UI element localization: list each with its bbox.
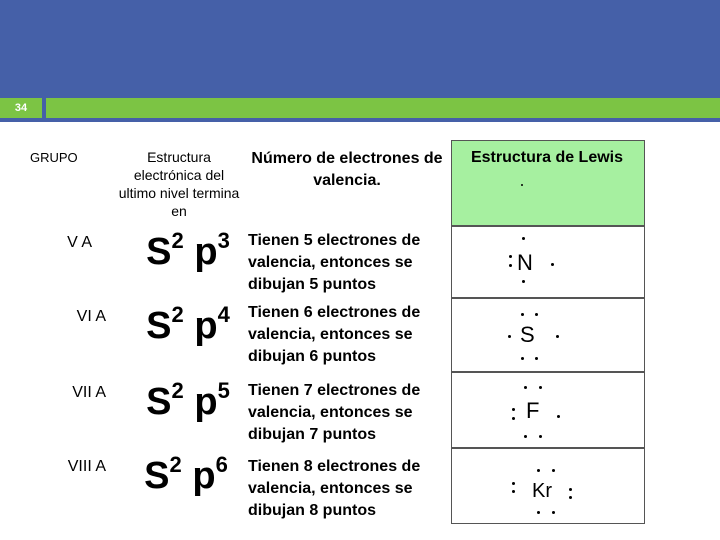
config-p: p bbox=[192, 455, 216, 497]
row-description: Tienen 8 electrones de valencia, entonces se dibujan 8 puntos bbox=[248, 458, 421, 519]
lewis-header-dot bbox=[521, 184, 523, 186]
electron-dot bbox=[535, 313, 538, 316]
electron-dot bbox=[512, 408, 515, 411]
config-s-exponent: 2 bbox=[171, 228, 184, 253]
config-s-exponent: 2 bbox=[171, 378, 184, 403]
row-description: Tienen 5 electrones de valencia, entonces se dibujan 5 puntos bbox=[248, 232, 421, 293]
row-group: VII A bbox=[72, 384, 106, 401]
electron-dot bbox=[539, 386, 542, 389]
electron-dot bbox=[521, 313, 524, 316]
row-description: Tienen 7 electrones de valencia, entonces se dibujan 7 puntos bbox=[248, 382, 421, 443]
title-accent-bar bbox=[46, 98, 720, 118]
lewis-symbol: F bbox=[526, 398, 540, 423]
row-group: VI A bbox=[76, 308, 106, 325]
config-s: S bbox=[146, 231, 172, 273]
lewis-symbol: Kr bbox=[532, 480, 552, 502]
electron-dot bbox=[521, 357, 524, 360]
electron-dot bbox=[512, 490, 515, 493]
row-config bbox=[128, 228, 248, 274]
row-config bbox=[128, 378, 248, 424]
row-group: VIII A bbox=[67, 458, 106, 475]
config-p: p bbox=[194, 381, 218, 423]
electron-dot bbox=[569, 488, 572, 491]
electron-dot bbox=[552, 469, 555, 472]
config-s: S bbox=[146, 381, 172, 423]
lewis-cell bbox=[451, 298, 645, 372]
electron-dot bbox=[522, 237, 525, 240]
config-s-exponent: 2 bbox=[169, 452, 182, 477]
slide-number: 34 bbox=[0, 98, 42, 118]
config-p-exponent: 4 bbox=[217, 302, 230, 327]
lewis-symbol: N bbox=[517, 250, 533, 275]
config-p-exponent: 5 bbox=[217, 378, 230, 403]
config-s: S bbox=[144, 455, 170, 497]
electron-dot bbox=[537, 511, 540, 514]
config-p: p bbox=[194, 231, 218, 273]
config-p: p bbox=[194, 305, 218, 347]
row-description: Tienen 6 electrones de valencia, entonces se dibujan 6 puntos bbox=[248, 304, 421, 365]
electron-dot bbox=[522, 280, 525, 283]
config-p-exponent: 6 bbox=[215, 452, 228, 477]
header-group: GRUPO bbox=[30, 150, 78, 165]
row-config bbox=[128, 302, 248, 348]
slide-content bbox=[0, 122, 720, 540]
electron-dot bbox=[508, 335, 511, 338]
row-config bbox=[124, 452, 248, 498]
electron-dot bbox=[535, 357, 538, 360]
lewis-cell bbox=[451, 372, 645, 448]
electron-dot bbox=[524, 435, 527, 438]
electron-dot bbox=[539, 435, 542, 438]
electron-dot bbox=[512, 417, 515, 420]
header-structure: Estructura electrónica del ultimo nivel termina en bbox=[118, 149, 240, 219]
config-s-exponent: 2 bbox=[171, 302, 184, 327]
electron-dot bbox=[537, 469, 540, 472]
electron-dot bbox=[552, 511, 555, 514]
electron-dot bbox=[557, 415, 560, 418]
config-p-exponent: 3 bbox=[217, 228, 230, 253]
electron-dot bbox=[512, 482, 515, 485]
header-valence: Número de electrones de valencia. bbox=[251, 150, 443, 189]
electron-dot bbox=[509, 255, 512, 258]
electron-dot bbox=[509, 264, 512, 267]
electron-dot bbox=[569, 496, 572, 499]
row-group: V A bbox=[67, 234, 92, 251]
electron-dot bbox=[524, 386, 527, 389]
electron-dot bbox=[556, 335, 559, 338]
electron-dot bbox=[551, 263, 554, 266]
config-s: S bbox=[146, 305, 172, 347]
lewis-symbol: S bbox=[520, 322, 535, 347]
header-lewis: Estructura de Lewis bbox=[470, 149, 624, 166]
lewis-cell bbox=[451, 226, 645, 298]
